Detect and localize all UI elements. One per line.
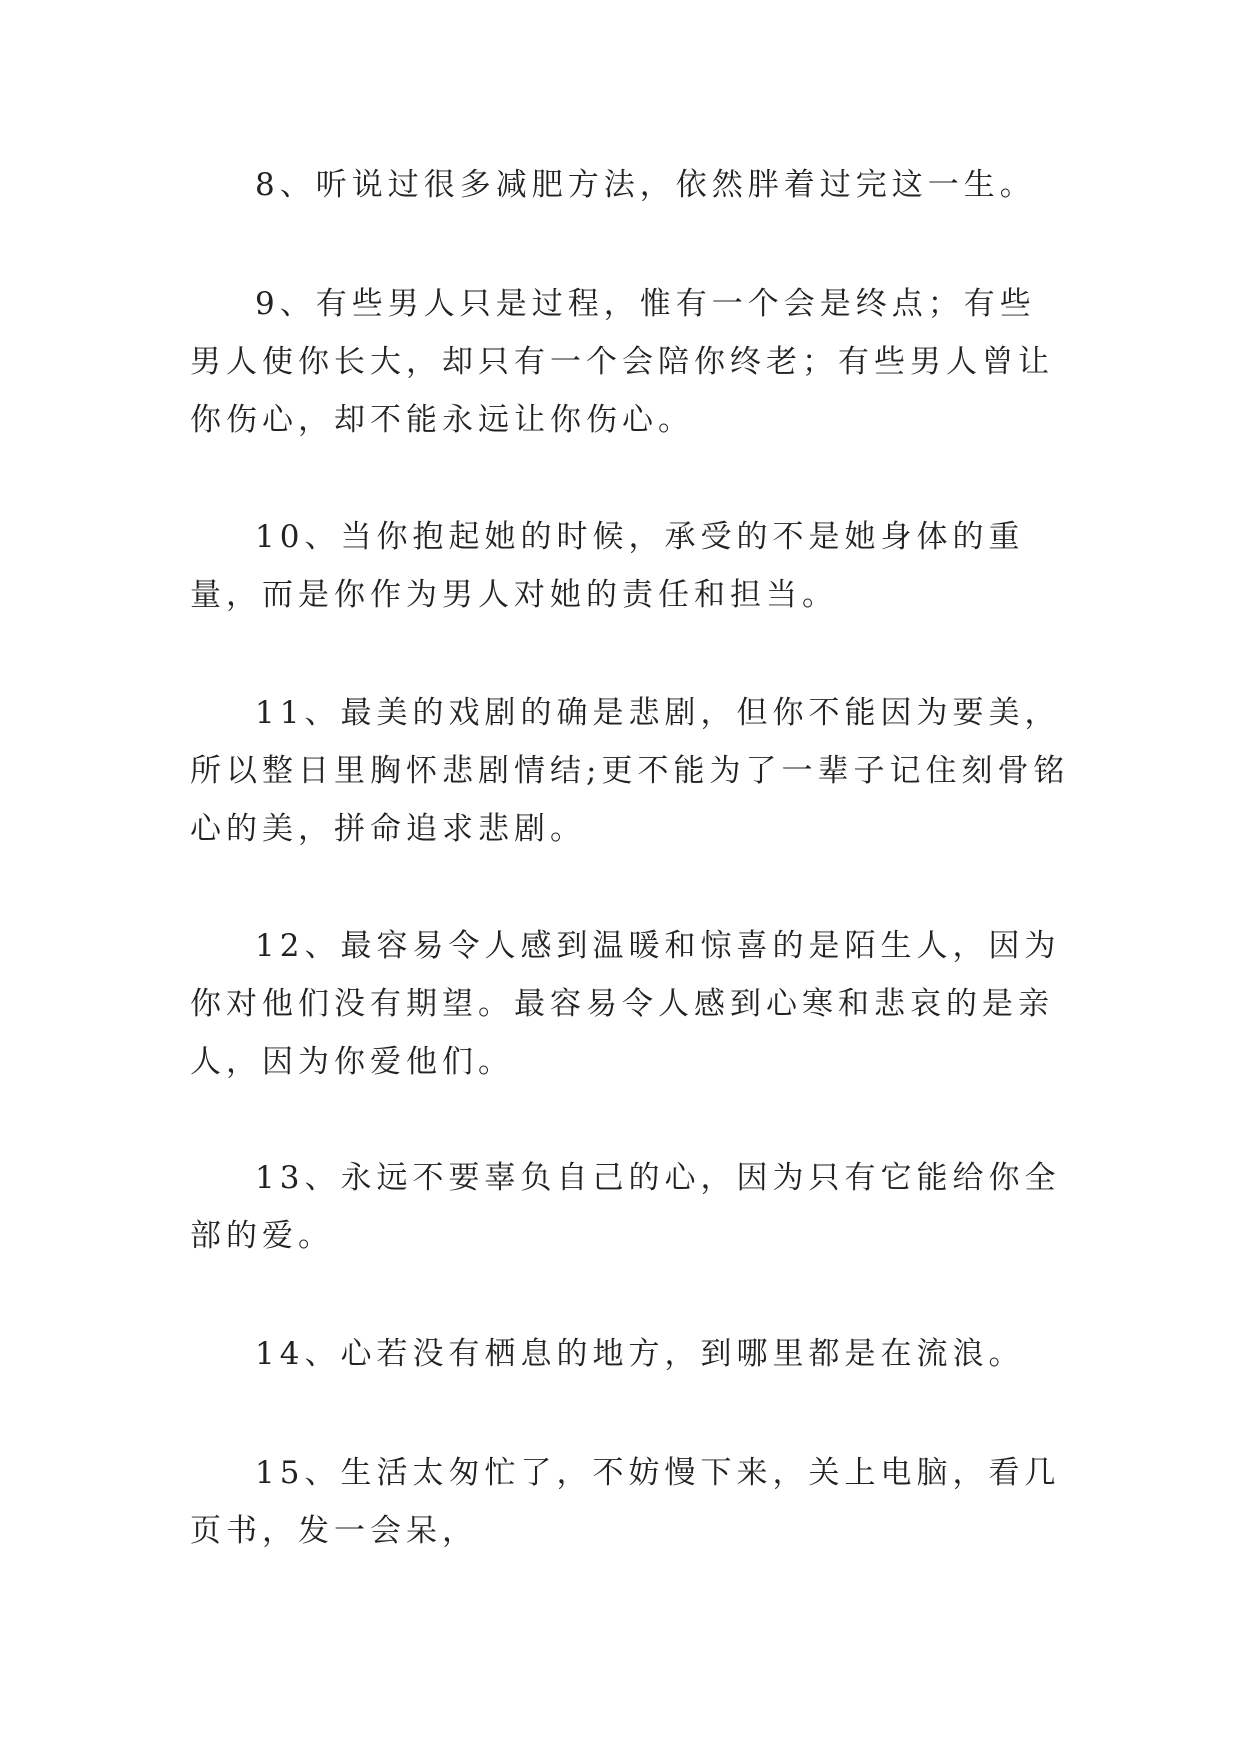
- paragraph-item-9: 9、有些男人只是过程，惟有一个会是终点；有些男人使你长大，却只有一个会陪你终老；有些男人曾让你伤心，却不能永远让你伤心。: [190, 286, 1054, 438]
- paragraph-item-12: 12、最容易令人感到温暖和惊喜的是陌生人，因为你对他们没有期望。最容易令人感到心寒和悲哀的是亲人，因为你爱他们。: [190, 928, 1061, 1080]
- paragraph-item-8: 8、听说过很多减肥方法，依然胖着过完这一生。: [255, 167, 1036, 203]
- paragraph-item-11: 11、最美的戏剧的确是悲剧，但你不能因为要美，所以整日里胸怀悲剧情结;更不能为了一辈子记住刻骨铭心的美，拼命追求悲剧。: [190, 695, 1070, 847]
- paragraph-item-13: 13、永远不要辜负自己的心，因为只有它能给你全部的爱。: [190, 1160, 1061, 1254]
- paragraph-item-14: 14、心若没有栖息的地方，到哪里都是在流浪。: [255, 1336, 1025, 1372]
- paragraph-item-10: 10、当你抱起她的时候，承受的不是她身体的重量，而是你作为男人对她的责任和担当。: [190, 519, 1025, 613]
- paragraph-item-15: 15、生活太匆忙了，不妨慢下来，关上电脑，看几页书，发一会呆，: [190, 1455, 1061, 1549]
